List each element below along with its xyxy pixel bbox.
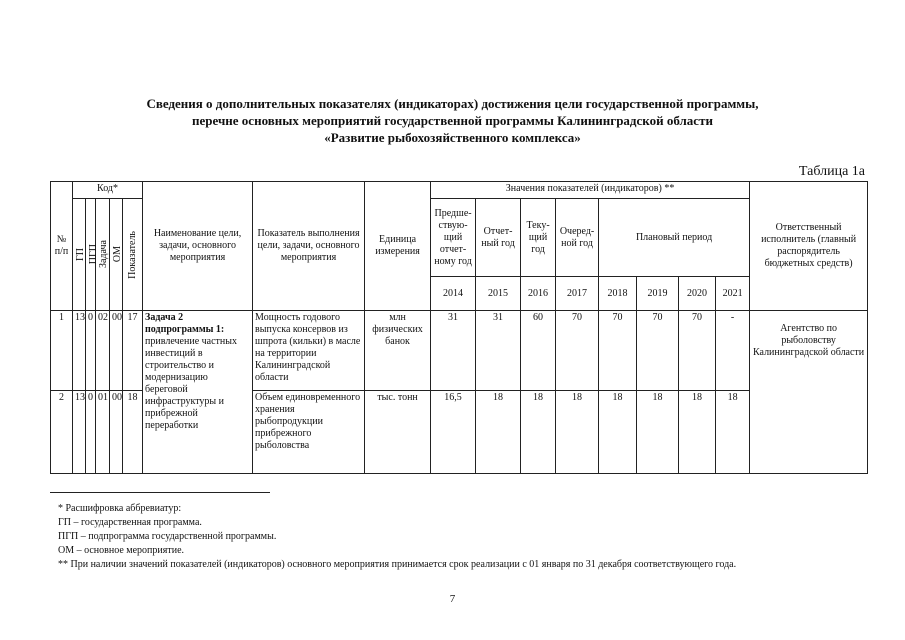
code-indicator: 17 — [123, 311, 143, 391]
value-cell: 60 — [521, 311, 556, 391]
title-line-2: перечне основных мероприятий государственной программы Калининградской области — [192, 113, 713, 128]
value-cell: 16,5 — [431, 391, 476, 474]
value-cell: 18 — [521, 391, 556, 474]
task-name-bold: Задача 2 подпрограммы 1: — [145, 312, 225, 335]
performance-indicator: Мощность годового выпуска консервов из шпрота (кильки) в масле на территории Калининградской области — [253, 311, 365, 391]
header-code-task — [96, 199, 110, 311]
value-cell: 70 — [599, 311, 637, 391]
header-current-year: Теку-щий год — [521, 199, 556, 277]
year-cell: 2018 — [599, 277, 637, 311]
value-cell: 18 — [476, 391, 521, 474]
task-name — [143, 311, 253, 474]
code-pgp: 0 — [86, 311, 96, 391]
header-code-om-text: ОМ — [112, 246, 123, 263]
footnote-4: ОМ – основное мероприятие. — [58, 545, 185, 556]
footnote-2: ГП – государственная программа. — [58, 517, 202, 528]
responsible-executor: Агентство по рыболовству Калининградской области — [750, 311, 868, 474]
value-cell: 31 — [431, 311, 476, 391]
task-name-text: привлечение частных инвестиций в строительство и модернизацию береговой инфраструктуры и прибрежной переработки — [145, 336, 237, 431]
header-code-indicator-text: Показатель — [126, 230, 138, 279]
header-plan-period: Плановый период — [599, 199, 750, 277]
header-next-year: Очеред-ной год — [556, 199, 599, 277]
value-cell: 18 — [716, 391, 750, 474]
value-cell: 18 — [599, 391, 637, 474]
code-task: 01 — [96, 391, 110, 474]
header-responsible: Ответственный исполнитель (главный распорядитель бюджетных средств) — [750, 182, 868, 311]
value-cell: - — [716, 311, 750, 391]
header-performance: Показатель выполнения цели, задачи, основного мероприятия — [253, 182, 365, 311]
year-cell: 2014 — [431, 277, 476, 311]
code-indicator: 18 — [123, 391, 143, 474]
header-code-gp — [73, 199, 86, 311]
document-title — [0, 95, 905, 146]
table-row — [51, 311, 868, 391]
title-line-1: Сведения о дополнительных показателях (индикаторах) достижения цели государственной программы, — [146, 96, 759, 111]
code-om: 00 — [110, 391, 123, 474]
performance-indicator: Объем единовременного хранения рыбопродукции прибрежного рыболовства — [253, 391, 365, 474]
footnotes — [58, 502, 736, 572]
header-unit: Единица измерения — [365, 182, 431, 311]
header-prev-year: Предше-ствую-щий отчет-ному год — [431, 199, 476, 277]
footnote-5: ** При наличии значений показателей (индикаторов) основного мероприятия принимается срок реализации с 01 января по 31 декабря соответствующего года. — [58, 559, 737, 570]
value-cell: 31 — [476, 311, 521, 391]
value-cell: 70 — [556, 311, 599, 391]
code-task: 02 — [96, 311, 110, 391]
year-cell: 2019 — [637, 277, 679, 311]
header-code-task-text: Задача — [98, 240, 109, 269]
year-cell: 2017 — [556, 277, 599, 311]
value-cell: 18 — [637, 391, 679, 474]
header-values: Значения показателей (индикаторов) ** — [431, 182, 750, 199]
value-cell: 70 — [637, 311, 679, 391]
header-code-indicator — [123, 199, 143, 311]
code-gp: 13 — [73, 391, 86, 474]
row-number: 2 — [51, 391, 73, 474]
code-pgp: 0 — [86, 391, 96, 474]
code-gp: 13 — [73, 311, 86, 391]
year-cell: 2020 — [679, 277, 716, 311]
indicators-table — [50, 181, 868, 474]
value-cell: 70 — [679, 311, 716, 391]
footnote-3: ПГП – подпрограмма государственной программы. — [58, 531, 277, 542]
table-label: Таблица 1а — [798, 164, 865, 179]
code-om: 00 — [110, 311, 123, 391]
value-cell: 18 — [556, 391, 599, 474]
year-cell: 2021 — [716, 277, 750, 311]
row-number: 1 — [51, 311, 73, 391]
header-code-pgp — [86, 199, 99, 311]
header-code-pgp-text: ПГП — [88, 244, 99, 265]
header-name: Наименование цели, задачи, основного мероприятия — [143, 182, 253, 311]
header-code-gp-text: ГП — [75, 247, 86, 261]
footnote-divider — [50, 492, 270, 493]
header-code: Код* — [73, 182, 143, 199]
unit: тыс. тонн — [365, 391, 431, 474]
header-number: № п/п — [51, 182, 73, 311]
title-line-3: «Развитие рыбохозяйственного комплекса» — [324, 130, 581, 145]
header-report-year: Отчет-ный год — [476, 199, 521, 277]
footnote-1: * Расшифровка аббревиатур: — [58, 503, 182, 514]
unit: млн физических банок — [365, 311, 431, 391]
header-code-om — [110, 199, 123, 311]
year-cell: 2015 — [476, 277, 521, 311]
page-number: 7 — [449, 593, 456, 605]
year-cell: 2016 — [521, 277, 556, 311]
value-cell: 18 — [679, 391, 716, 474]
